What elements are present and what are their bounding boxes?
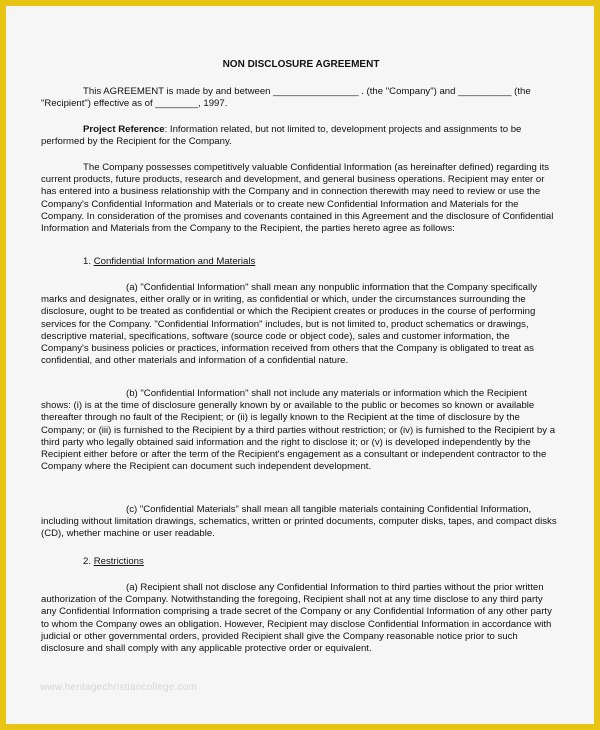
intro-paragraph: This AGREEMENT is made by and between ________________ . (the "Company") and __________ (the "Recipient") effective as of ________, 1997. <box>41 86 531 110</box>
project-reference-label: Project Reference <box>83 124 165 135</box>
section-1-heading <box>83 256 255 268</box>
section-2-number: 2. <box>83 556 92 567</box>
section-1b-paragraph: (b) "Confidential Information" shall not include any materials or information which the Recipient shows: (i) is at the time of disclosure generally known by or available to the public or becomes so known or available thereafter through no fault of the Recipient; or (ii) is legally known to the Recipient at the time of disclosure by the Company; or (iii) is furnished to the Recipient by a third parties without restriction; or (iv) is furnished to the Recipient by a third party who legally obtained said information and the right to disclose it; or (v) is developed independently by the Recipient either before or after the term of the Recipient's engagement as a consultant or independent contractor to the Company where the Recipient can document such independent development. <box>41 388 556 473</box>
section-2a-paragraph: (a) Recipient shall not disclose any Confidential Information to third parties without the prior written authorization of the Company. Notwithstanding the foregoing, Recipient shall not at any time disclose to any third party any Confidential Information comprising a trade secret of the Company or any Confidential Information of any other party to whom the Company owes an obligation. However, Recipient may disclose Confidential Information in accordance with judicial or other governmental orders, provided Recipient shall give the Company reasonable notice prior to such disclosure and shall comply with any applicable protective order or equivalent. <box>41 582 552 655</box>
consideration-paragraph: The Company possesses competitively valuable Confidential Information (as hereinafter defined) regarding its current products, future products, research and development, and general business operations. Recipient may enter or has entered into a business relationship with the Company and in connection therewith may need to review or use the Company's Confidential Information and Materials or to create new Confidential Information and Materials for the Company. In consideration of the promises and covenants contained in this Agreement and the disclosure of Confidential Information and Materials from the Company to the Recipient, the parties hereto agree as follows: <box>41 162 554 235</box>
document-page <box>6 6 594 724</box>
section-2-heading <box>83 556 144 568</box>
section-2-title: Restrictions <box>93 556 144 567</box>
project-reference-text: : Information related, but not limited to, development projects and assignments to be performed by the Recipient for the Company. <box>41 124 522 148</box>
section-1-number: 1. <box>83 256 92 267</box>
project-reference-paragraph <box>41 124 557 148</box>
section-1-title: Confidential Information and Materials <box>93 256 256 267</box>
watermark-text: www.heritagechristiancollege.com <box>40 682 198 693</box>
section-1c-paragraph: (c) "Confidential Materials" shall mean all tangible materials containing Confidential Information, including without limitation drawings, schematics, written or printed documents, computer disks, tapes, and compact disks (CD), whether machine or user readable. <box>41 504 557 540</box>
section-1a-paragraph: (a) "Confidential Information" shall mean any nonpublic information that the Company specifically marks and designates, either orally or in writing, as confidential or which, under the circumstances surrounding the disclosure, ought to be treated as confidential or which the Recipient creates or produces in the course of performing services for the Company. "Confidential Information" includes, but is not limited to, product schematics or drawings, descriptive material, specifications, software (source code or object code), sales and customer information, the Company's business policies or practices, information received from others that the Company is obligated to treat as confidential, and other materials and information of a confidential nature. <box>41 282 538 367</box>
document-title: NON DISCLOSURE AGREEMENT <box>222 59 380 70</box>
